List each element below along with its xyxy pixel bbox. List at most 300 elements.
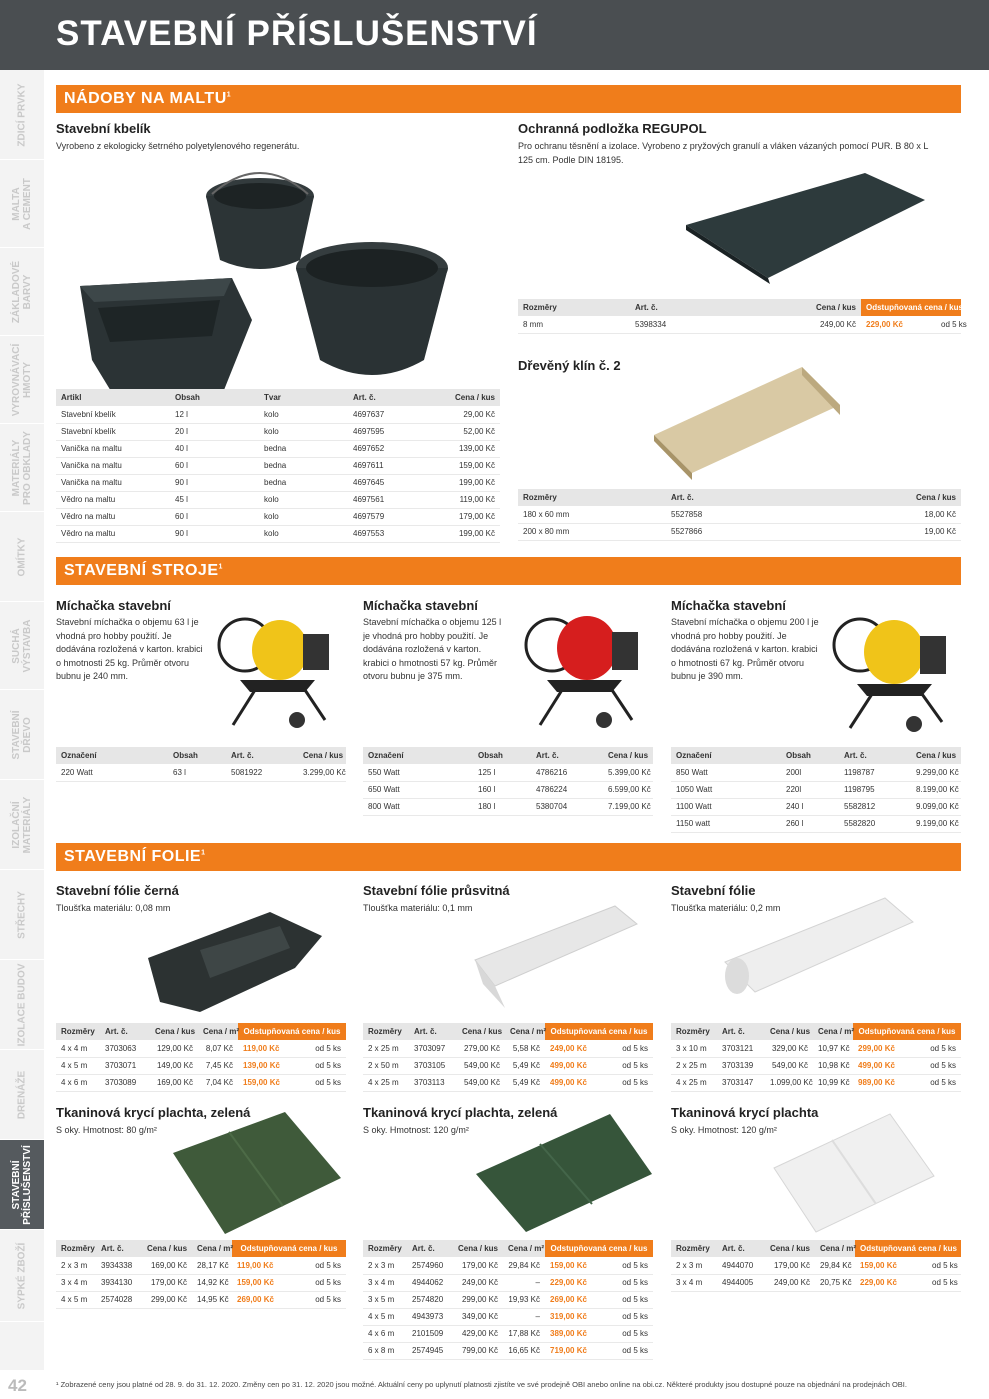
column-header: Cena / kus [761, 1240, 815, 1257]
sidebar-tab[interactable] [0, 960, 44, 1050]
sidebar-tab[interactable] [0, 512, 44, 602]
table-cell: 7.199,00 Kč [603, 798, 653, 815]
table-row [56, 1291, 346, 1308]
table-cell: 4786224 [531, 781, 603, 798]
product-desc: Stavební míchačka o objemu 63 l je vhodná pro hobby použití. Je dodávána rozložená v karton. krabici o hmotnosti 25 kg. Průměr otvoru bubnu je 240 mm. [56, 617, 203, 681]
table-cell: 200 x 80 mm [518, 523, 666, 540]
table-cell: 299,00 Kč [142, 1291, 192, 1308]
table-cell: 799,00 Kč [451, 1342, 503, 1359]
table-cell: 4944062 [407, 1274, 451, 1291]
green-tarp-120-image [470, 1110, 655, 1235]
sidebar-label-line: MATERIÁLY [22, 796, 33, 853]
table-cell: 2574028 [96, 1291, 142, 1308]
table-cell: 269,00 Kč [232, 1291, 302, 1308]
table-cell: 4697561 [348, 491, 437, 508]
table-cell: od 5 ks [923, 1074, 961, 1091]
sidebar-tab-label [11, 796, 33, 853]
sidebar-tab[interactable] [0, 424, 44, 512]
sidebar-label-line: IZOLACE BUDOV [16, 963, 28, 1046]
table-cell: 1198795 [839, 781, 911, 798]
table-cell: 90 l [170, 525, 259, 542]
sidebar-tab[interactable] [0, 870, 44, 960]
table-cell: 7,45 Kč [198, 1057, 238, 1074]
column-header: Odstupňovaná cena / kus [545, 1023, 653, 1040]
column-header: Rozměry [56, 1240, 96, 1257]
product-name: Míchačka stavební [56, 598, 171, 613]
section-title: NÁDOBY NA MALTU [64, 90, 227, 107]
sidebar-tab-label [11, 260, 33, 322]
sidebar-tab-label [11, 1145, 33, 1224]
table-cell: od 5 ks [936, 316, 961, 333]
column-header: Cena / kus [451, 1240, 503, 1257]
table-cell: 8,07 Kč [198, 1040, 238, 1057]
table-cell: 159,00 Kč [232, 1274, 302, 1291]
table-cell: 14,92 Kč [192, 1274, 232, 1291]
column-header: Odstupňovaná cena / kus [855, 1240, 961, 1257]
table-header-row [56, 389, 500, 406]
sidebar-tab[interactable] [0, 160, 44, 248]
table-cell: 9.199,00 Kč [911, 815, 961, 832]
table-cell: 549,00 Kč [765, 1057, 813, 1074]
sidebar-tab[interactable] [0, 602, 44, 690]
table-header-row [671, 747, 961, 764]
table-cell: 60 l [170, 457, 259, 474]
table-cell: 3703147 [717, 1074, 765, 1091]
table-cell: 389,00 Kč [545, 1325, 615, 1342]
table-cell: 1100 Watt [671, 798, 781, 815]
table-cell: 1.099,00 Kč [765, 1074, 813, 1091]
table-cell: kolo [259, 423, 348, 440]
column-header: Cena / kus [911, 747, 961, 764]
table-cell: 260 l [781, 815, 839, 832]
table-cell: 229,00 Kč [855, 1274, 927, 1291]
table-cell: kolo [259, 508, 348, 525]
table-cell: 4697579 [348, 508, 437, 525]
table-cell: 10,98 Kč [813, 1057, 853, 1074]
table-cell: 4697652 [348, 440, 437, 457]
table-header-row [363, 1023, 653, 1040]
table-header-row [518, 299, 961, 316]
table-cell: 5527858 [666, 506, 814, 523]
table-cell: 63 l [168, 764, 226, 781]
table-cell: 5,49 Kč [505, 1074, 545, 1091]
table-cell: 159,00 Kč [238, 1074, 310, 1091]
table-cell: 2574945 [407, 1342, 451, 1359]
product-desc: S oky. Hmotnost: 120 g/m² [671, 1125, 777, 1135]
column-header: Art. č. [407, 1240, 451, 1257]
table-cell: 160 l [473, 781, 531, 798]
sidebar-label-line: DRENÁŽE [16, 1070, 28, 1119]
table-cell: 4 x 4 m [56, 1040, 100, 1057]
table-cell: 9.299,00 Kč [911, 764, 961, 781]
sidebar-tab[interactable] [0, 690, 44, 780]
green-tarp-image [165, 1108, 343, 1238]
section-title: STAVEBNÍ FOLIE [64, 848, 202, 865]
table-cell: 4697611 [348, 457, 437, 474]
footnote-mark: 1 [218, 563, 223, 571]
table-cell: od 5 ks [615, 1291, 653, 1308]
table-cell: 249,00 Kč [742, 316, 861, 333]
table-cell: 4697553 [348, 525, 437, 542]
sidebar-tab-label [17, 83, 28, 146]
sidebar-tab[interactable] [0, 336, 44, 424]
table-row [363, 1057, 653, 1074]
table-cell: 3703063 [100, 1040, 150, 1057]
table-cell: 5,49 Kč [505, 1057, 545, 1074]
sidebar-tab[interactable] [0, 1140, 44, 1230]
column-header: Odstupňovaná cena / kus [232, 1240, 346, 1257]
section-header-nadoby [56, 85, 961, 113]
column-header: Obsah [168, 747, 226, 764]
column-header: Rozměry [363, 1240, 407, 1257]
table-cell: 4697595 [348, 423, 437, 440]
table-cell: 429,00 Kč [451, 1325, 503, 1342]
table-cell: 179,00 Kč [761, 1257, 815, 1274]
table-cell: 119,00 Kč [238, 1040, 310, 1057]
table-cell: 90 l [170, 474, 259, 491]
table-cell: 2574960 [407, 1257, 451, 1274]
table-row [671, 798, 961, 815]
table-row [56, 457, 500, 474]
table-cell: 4 x 6 m [363, 1325, 407, 1342]
column-header: Odstupňovaná cena / kus [238, 1023, 346, 1040]
sidebar-label-line: PRO OBKLADY [22, 430, 33, 505]
table-cell: 20 l [170, 423, 259, 440]
column-header: Art. č. [531, 747, 603, 764]
table-row [363, 1257, 653, 1274]
product-desc: S oky. Hmotnost: 120 g/m² [363, 1125, 469, 1135]
table-cell: 7,04 Kč [198, 1074, 238, 1091]
table-cell: 8 mm [518, 316, 630, 333]
product-name: Dřevěný klín č. 2 [518, 358, 621, 373]
product-name: Stavební fólie průsvitná [363, 883, 510, 898]
table-cell: 800 Watt [363, 798, 473, 815]
table-cell: 5582812 [839, 798, 911, 815]
white-tarp-image [770, 1110, 938, 1235]
product-name: Stavební fólie černá [56, 883, 179, 898]
column-header: Rozměry [518, 489, 666, 506]
table-cell: 19,93 Kč [503, 1291, 545, 1308]
table-cell: 1150 watt [671, 815, 781, 832]
table-cell: od 5 ks [927, 1274, 961, 1291]
table-cell: 29,84 Kč [815, 1257, 855, 1274]
table-cell: 3934130 [96, 1274, 142, 1291]
column-header: Rozměry [363, 1023, 409, 1040]
column-header: Označení [363, 747, 473, 764]
table-cell: 5.399,00 Kč [603, 764, 653, 781]
table-header-row [363, 747, 653, 764]
table-cell: 180 x 60 mm [518, 506, 666, 523]
table-cell: 3703113 [409, 1074, 457, 1091]
table-cell: 299,00 Kč [451, 1291, 503, 1308]
table-p3 [671, 1240, 961, 1292]
product-name: Míchačka stavební [363, 598, 478, 613]
table-cell: 499,00 Kč [545, 1057, 615, 1074]
table-cell: 4 x 25 m [363, 1074, 409, 1091]
sidebar-tab[interactable] [0, 1050, 44, 1140]
table-row [671, 1274, 961, 1291]
white-foil-image [715, 892, 920, 1012]
black-foil-image [140, 908, 330, 1018]
table-cell: 10,97 Kč [813, 1040, 853, 1057]
product-name: Stavební fólie [671, 883, 756, 898]
table-cell: Stavební kbelík [56, 406, 170, 423]
column-header: Art. č. [409, 1023, 457, 1040]
column-header: Artikl [56, 389, 170, 406]
table-cell: 28,17 Kč [192, 1257, 232, 1274]
footnote-mark: 1 [201, 849, 206, 857]
table-cell: 3 x 10 m [671, 1040, 717, 1057]
column-header: Označení [671, 747, 781, 764]
table-cell: 5380704 [531, 798, 603, 815]
table-cell: 319,00 Kč [545, 1308, 615, 1325]
table-cell: Stavební kbelík [56, 423, 170, 440]
table-cell: 6 x 8 m [363, 1342, 407, 1359]
sidebar-tab[interactable] [0, 70, 44, 160]
table-cell: 220 Watt [56, 764, 168, 781]
sidebar-label-line: SYPKÉ ZBOŽÍ [16, 1242, 28, 1309]
table-cell: 180 l [473, 798, 531, 815]
table-cell: od 5 ks [615, 1342, 653, 1359]
sidebar-label-line: OMÍTKY [16, 537, 28, 576]
table-cell: 179,00 Kč [142, 1274, 192, 1291]
column-header: Rozměry [56, 1023, 100, 1040]
table-cell: 349,00 Kč [451, 1308, 503, 1325]
sidebar-tab[interactable] [0, 780, 44, 870]
table-cell: 549,00 Kč [457, 1074, 505, 1091]
table-m1 [56, 747, 346, 782]
sidebar-label-line: MALTA [11, 186, 22, 221]
product-desc: Stavební míchačka o objemu 200 l je vhodná pro hobby použití. Je dodávána rozložená v karton. krabici o hmotnosti 67 kg. Průměr otvoru bubnu je 390 mm. [671, 617, 819, 681]
table-cell: 249,00 Kč [451, 1274, 503, 1291]
page-title: STAVEBNÍ PŘÍSLUŠENSTVÍ [56, 14, 538, 53]
table-cell: 4 x 5 m [56, 1291, 96, 1308]
sidebar-label-line: IZOLAČNÍ [11, 800, 22, 849]
sidebar-label-line: ZDICÍ PRVKY [16, 82, 28, 147]
table-cell: od 5 ks [615, 1074, 653, 1091]
table-cell: 3703089 [100, 1074, 150, 1091]
table-m2 [363, 747, 653, 816]
column-header: Cena / m² [815, 1240, 855, 1257]
column-header: Cena / kus [814, 489, 961, 506]
table-cell: 169,00 Kč [142, 1257, 192, 1274]
table-row [363, 1308, 653, 1325]
table-row [56, 474, 500, 491]
table-cell: 3703121 [717, 1040, 765, 1057]
column-header: Označení [56, 747, 168, 764]
table-cell: od 5 ks [927, 1257, 961, 1274]
table-cell: 850 Watt [671, 764, 781, 781]
table-cell: 2101509 [407, 1325, 451, 1342]
table-cell: Vanička na maltu [56, 457, 170, 474]
table-cell: 5527866 [666, 523, 814, 540]
table-row [363, 1274, 653, 1291]
table-row [56, 1257, 346, 1274]
table-header-row [363, 1240, 653, 1257]
table-row [56, 1040, 346, 1057]
table-header-row [518, 489, 961, 506]
column-header: Cena / m² [813, 1023, 853, 1040]
table-row [56, 508, 500, 525]
table-cell: 1050 Watt [671, 781, 781, 798]
sidebar-label-line: STAVEBNÍ [11, 1159, 22, 1210]
table-cell: 279,00 Kč [457, 1040, 505, 1057]
column-header: Art. č. [717, 1240, 761, 1257]
sidebar-label-line: SUCHÁ [11, 627, 22, 664]
table-row [363, 1342, 653, 1359]
table-cell: 9.099,00 Kč [911, 798, 961, 815]
table-cell: 129,00 Kč [150, 1040, 198, 1057]
table-cell: 159,00 Kč [545, 1257, 615, 1274]
column-header: Cena / kus [437, 389, 500, 406]
table-cell: 4944070 [717, 1257, 761, 1274]
table-cell: 650 Watt [363, 781, 473, 798]
section-header-folie [56, 843, 961, 871]
table-cell: 299,00 Kč [853, 1040, 923, 1057]
table-cell: 149,00 Kč [150, 1057, 198, 1074]
table-cell: 4786216 [531, 764, 603, 781]
section-title: STAVEBNÍ STROJE [64, 562, 219, 579]
table-cell: kolo [259, 491, 348, 508]
table-cell: 12 l [170, 406, 259, 423]
table-cell: 19,00 Kč [814, 523, 961, 540]
column-header: Tvar [259, 389, 348, 406]
table-row [56, 440, 500, 457]
table-cell: – [503, 1308, 545, 1325]
sidebar-tab-label [17, 537, 28, 576]
table-cell: 29,00 Kč [437, 406, 500, 423]
sidebar-tab[interactable] [0, 1230, 44, 1322]
table-cell: 499,00 Kč [545, 1074, 615, 1091]
sidebar-label-line: DŘEVO [22, 716, 33, 753]
table-cell: 179,00 Kč [451, 1257, 503, 1274]
table-cell: 549,00 Kč [457, 1057, 505, 1074]
table-row [671, 1257, 961, 1274]
table-cell: 249,00 Kč [761, 1274, 815, 1291]
table-cell: 4 x 5 m [363, 1308, 407, 1325]
table-cell: 499,00 Kč [853, 1057, 923, 1074]
sidebar-tab-label [17, 1242, 28, 1309]
table-cell: 3 x 4 m [56, 1274, 96, 1291]
table-row [363, 1325, 653, 1342]
table-cell: 10,99 Kč [813, 1074, 853, 1091]
table-row [671, 1057, 961, 1074]
table-cell: 40 l [170, 440, 259, 457]
table-cell: Vanička na maltu [56, 440, 170, 457]
table-row [671, 781, 961, 798]
table-cell: 229,00 Kč [861, 316, 936, 333]
table-cell: 8.199,00 Kč [911, 781, 961, 798]
table-cell: 4697645 [348, 474, 437, 491]
column-header: Obsah [781, 747, 839, 764]
table-cell: 159,00 Kč [855, 1257, 927, 1274]
table-cell: 159,00 Kč [437, 457, 500, 474]
column-header: Cena / kus [765, 1023, 813, 1040]
product-name: Míchačka stavební [671, 598, 786, 613]
table-row [363, 1291, 653, 1308]
wedge-image [652, 365, 842, 480]
table-cell: 3.299,00 Kč [298, 764, 346, 781]
column-header: Cena / m² [198, 1023, 238, 1040]
product-desc: Tloušťka materiálu: 0,2 mm [671, 903, 781, 913]
table-row [56, 423, 500, 440]
table-cell: 5398334 [630, 316, 742, 333]
table-cell: 5582820 [839, 815, 911, 832]
sidebar-tab[interactable] [0, 248, 44, 336]
column-header: Rozměry [671, 1240, 717, 1257]
sidebar-tab-label [11, 178, 33, 230]
table-cell: 199,00 Kč [437, 525, 500, 542]
table-header-row [56, 1023, 346, 1040]
table-cell: bedna [259, 457, 348, 474]
table-cell: 3 x 4 m [363, 1274, 407, 1291]
table-row [671, 764, 961, 781]
table-podlozka [518, 299, 967, 334]
table-cell: 2 x 25 m [363, 1040, 409, 1057]
sidebar-tab-label [17, 891, 28, 939]
table-cell: Vědro na maltu [56, 525, 170, 542]
table-cell: od 5 ks [923, 1040, 961, 1057]
table-row [363, 798, 653, 815]
table-klin [518, 489, 961, 541]
table-cell: 3934338 [96, 1257, 142, 1274]
table-cell: 3 x 5 m [363, 1291, 407, 1308]
table-cell: 2 x 3 m [671, 1257, 717, 1274]
table-cell: 3 x 4 m [671, 1274, 717, 1291]
table-row [363, 1040, 653, 1057]
table-row [56, 1274, 346, 1291]
page-number: 42 [8, 1376, 27, 1395]
sidebar-label-line: ZÁKLADOVÉ [11, 260, 22, 323]
column-header: Cena / kus [603, 747, 653, 764]
sidebar-label-line: VÝSTAVBA [22, 619, 33, 672]
table-cell: 989,00 Kč [853, 1074, 923, 1091]
column-header: Rozměry [518, 299, 630, 316]
table-cell: 4944005 [717, 1274, 761, 1291]
column-header: Art. č. [630, 299, 742, 316]
table-row [363, 1074, 653, 1091]
table-cell: od 5 ks [310, 1074, 346, 1091]
table-m3 [671, 747, 961, 833]
buckets-image [72, 168, 472, 380]
page-header [0, 0, 989, 70]
table-cell: 139,00 Kč [437, 440, 500, 457]
table-cell: 119,00 Kč [232, 1257, 302, 1274]
table-cell: od 5 ks [923, 1057, 961, 1074]
table-cell: 4697637 [348, 406, 437, 423]
table-row [56, 491, 500, 508]
table-cell: 2 x 3 m [56, 1257, 96, 1274]
table-f2 [363, 1023, 653, 1092]
table-cell: od 5 ks [310, 1057, 346, 1074]
column-header: Art. č. [666, 489, 814, 506]
table-cell: od 5 ks [310, 1040, 346, 1057]
table-cell: Vědro na maltu [56, 491, 170, 508]
product-name: Tkaninová krycí plachta, zelená [363, 1105, 558, 1120]
table-cell: 229,00 Kč [545, 1274, 615, 1291]
table-f1 [56, 1023, 346, 1092]
table-cell: 20,75 Kč [815, 1274, 855, 1291]
table-cell: 2 x 3 m [363, 1257, 407, 1274]
sidebar-tab-label [17, 963, 28, 1046]
table-cell: od 5 ks [615, 1325, 653, 1342]
sidebar-label-line: A CEMENT [22, 177, 33, 230]
sidebar-label-line: MATERIÁLY [11, 439, 22, 496]
table-cell: 4 x 25 m [671, 1074, 717, 1091]
table-cell: 719,00 Kč [545, 1342, 615, 1359]
table-row [56, 406, 500, 423]
product-name: Tkaninová krycí plachta, zelená [56, 1105, 251, 1120]
